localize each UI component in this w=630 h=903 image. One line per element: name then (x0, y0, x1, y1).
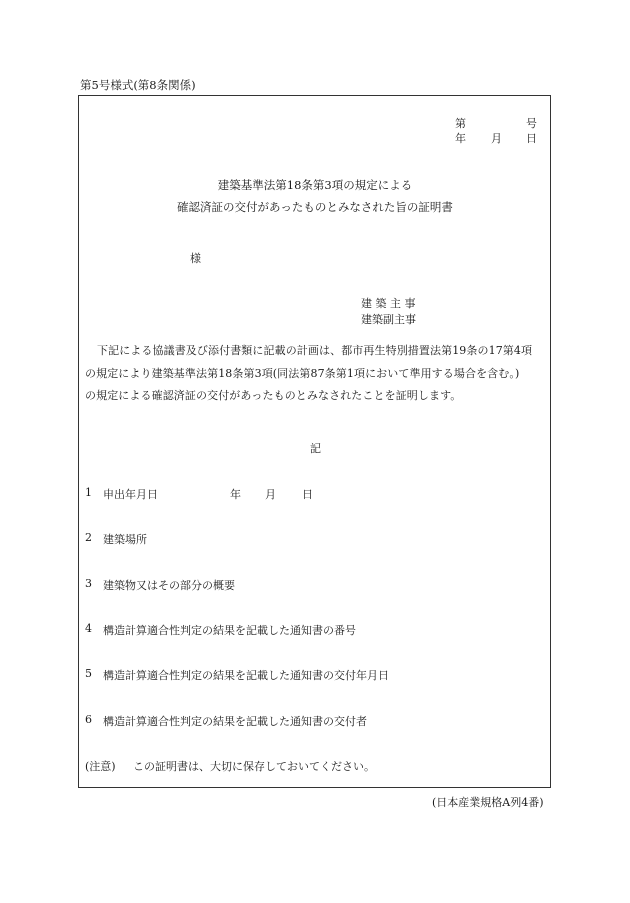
header-dai: 第 (455, 117, 466, 130)
item-2-label: 建築場所 (103, 533, 147, 546)
header-nen: 年 (455, 132, 466, 145)
issuer-line-1: 建 築 主 事 (361, 297, 416, 310)
note-text: この証明書は、大切に保存しておいてください。 (133, 760, 375, 773)
item-1-nen: 年 (230, 488, 241, 501)
header-hi: 日 (526, 132, 537, 145)
item-1-label: 申出年月日 (103, 488, 158, 501)
form-number: 第5号様式(第8条関係) (80, 78, 196, 92)
item-1-tsuki: 月 (265, 488, 276, 501)
item-1-number: 1 (85, 486, 92, 499)
title-line-1: 建築基準法第18条第3項の規定による (217, 178, 413, 192)
item-6-label: 構造計算適合性判定の結果を記載した通知書の交付者 (103, 715, 367, 728)
header-tsuki: 月 (491, 132, 502, 145)
item-5-label: 構造計算適合性判定の結果を記載した通知書の交付年月日 (103, 669, 389, 682)
note-label: (注意) (85, 760, 116, 773)
addressee-sama: 様 (190, 252, 201, 265)
item-4-label: 構造計算適合性判定の結果を記載した通知書の番号 (103, 624, 356, 637)
item-2-number: 2 (85, 531, 92, 544)
body-line-1: 下記による協議書及び添付書類に記載の計画は、都市再生特別措置法第19条の17第4項 (97, 344, 533, 357)
item-4-number: 4 (85, 622, 92, 635)
body-line-3: の規定による確認済証の交付があったものとみなされたことを証明します。 (85, 389, 462, 402)
issuer-line-2: 建築副主事 (361, 313, 416, 326)
body-line-2: の規定により建築基準法第18条第3項(同法第87条第1項において準用する場合を含む。) (85, 367, 520, 380)
header-go: 号 (526, 117, 537, 130)
item-5-number: 5 (85, 667, 92, 680)
item-3-number: 3 (85, 577, 92, 590)
item-3-label: 建築物又はその部分の概要 (103, 579, 235, 592)
ki-heading: 記 (310, 442, 321, 455)
jis-paper-note: (日本産業規格A列4番) (432, 796, 544, 809)
item-6-number: 6 (85, 713, 92, 726)
title-line-2: 確認済証の交付があったものとみなされた旨の証明書 (177, 200, 453, 214)
item-1-hi: 日 (302, 488, 313, 501)
